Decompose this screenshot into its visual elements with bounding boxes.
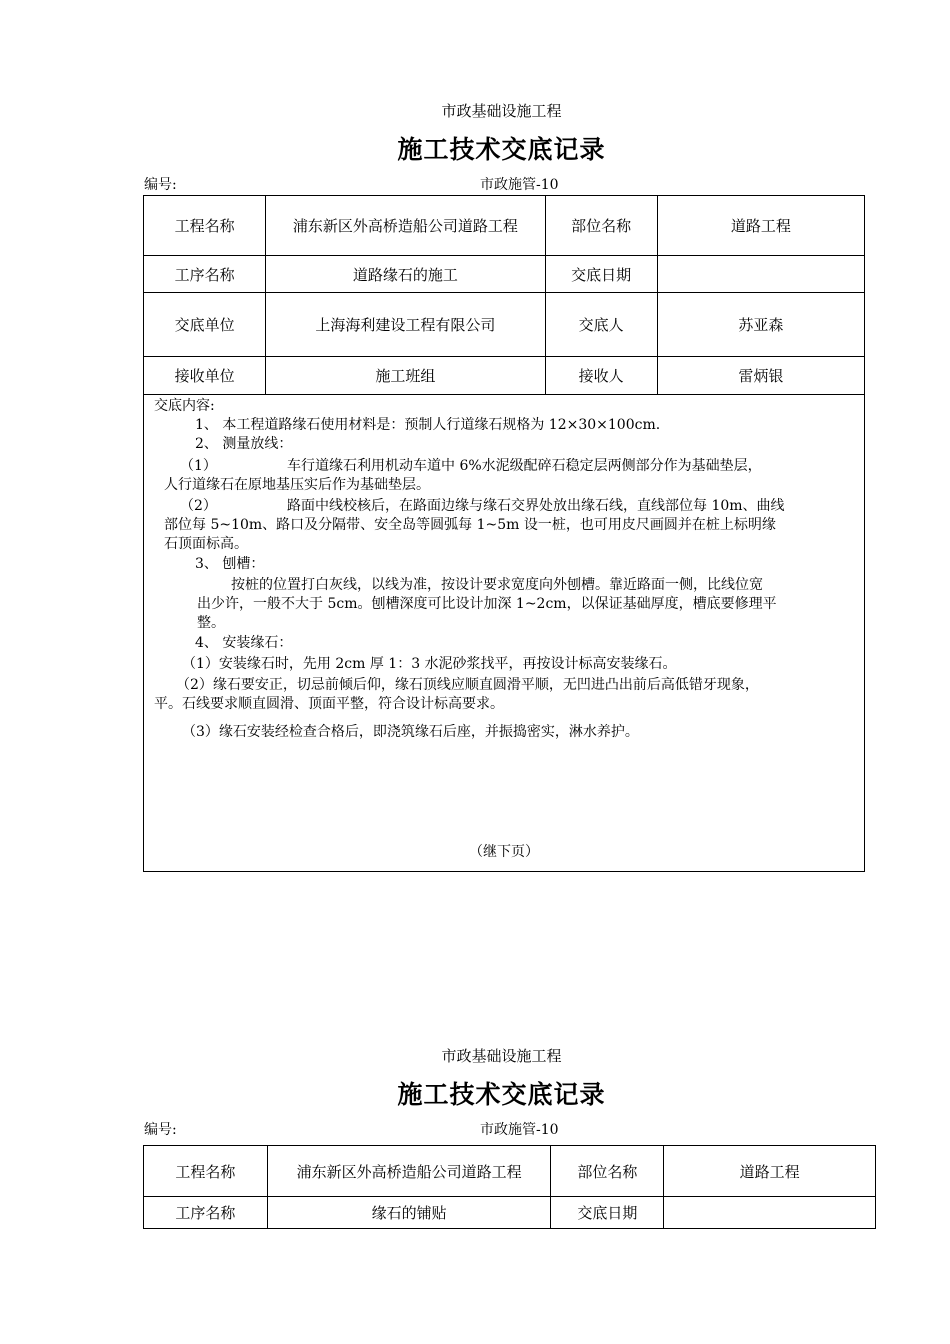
code-value: 市政施管-10 [480, 1122, 559, 1138]
table-row [144, 1197, 876, 1229]
section-name-label: 部位名称 [545, 196, 657, 256]
record-table [143, 195, 865, 872]
project-name-label: 工程名称 [144, 196, 266, 256]
content-line: （2） [180, 498, 217, 514]
receiving-unit-label: 接收单位 [144, 357, 266, 395]
section-name-value: 道路工程 [657, 196, 864, 256]
briefing-content [144, 395, 864, 871]
briefing-content-cell [144, 395, 865, 872]
document-title: 施工技术交底记录 [397, 1080, 606, 1109]
content-line: 出少许，一般不大于 5cm。刨槽深度可比设计加深 1~2cm，以保证基础厚度，槽底要修理平 [197, 596, 777, 612]
content-row [144, 395, 865, 872]
receiver-label: 接收人 [545, 357, 657, 395]
content-line: 石顶面标高。 [164, 536, 248, 552]
content-line: 人行道缘石在原地基压实后作为基础垫层。 [164, 477, 430, 493]
code-label: 编号: [144, 1122, 177, 1138]
content-line: 部位每 5~10m、路口及分隔带、安全岛等圆弧每 1~5m 设一桩，也可用皮尺画圆并在桩上标明缘 [164, 517, 776, 533]
content-line: 按桩的位置打白灰线，以线为准，按设计要求宽度向外刨槽。靠近路面一侧，比线位宽 [231, 577, 763, 593]
content-line: 1、 本工程道路缘石使用材料是：预制人行道缘石规格为 12×30×100cm. [195, 417, 661, 433]
document-category: 市政基础设施工程 [441, 1047, 562, 1065]
content-line: 4、 安装缘石： [195, 635, 293, 651]
code-value: 市政施管-10 [480, 177, 559, 193]
content-line: 车行道缘石利用机动车道中 6%水泥级配碎石稳定层两侧部分作为基础垫层， [287, 458, 762, 474]
document-title: 施工技术交底记录 [397, 135, 606, 164]
table-row [144, 196, 865, 256]
project-name-value: 浦东新区外高桥造船公司道路工程 [266, 196, 545, 256]
briefing-date-label: 交底日期 [545, 256, 657, 293]
section-name-value: 道路工程 [664, 1146, 876, 1197]
briefing-date-label: 交底日期 [551, 1197, 664, 1229]
receiver-value: 雷炳银 [657, 357, 864, 395]
record-table [143, 1145, 876, 1229]
continued-note: （继下页） [469, 844, 539, 860]
content-line: 整。 [197, 615, 225, 631]
document-category: 市政基础设施工程 [441, 102, 562, 120]
section-name-label: 部位名称 [551, 1146, 664, 1197]
code-label: 编号: [144, 177, 177, 193]
process-name-label: 工序名称 [144, 256, 266, 293]
briefing-unit-value: 上海海利建设工程有限公司 [266, 293, 545, 357]
content-line: （3）缘石安装经检查合格后，即浇筑缘石后座，并振捣密实，淋水养护。 [182, 724, 639, 740]
content-line: （1） [180, 458, 217, 474]
table-row [144, 293, 865, 357]
briefing-date-value [664, 1197, 876, 1229]
content-line: （2）缘石要安正，切忌前倾后仰，缘石顶线应顺直圆滑平顺，无凹进凸出前后高低错牙现象， [176, 677, 759, 693]
table-row [144, 1146, 876, 1197]
table-row [144, 357, 865, 395]
table-row [144, 256, 865, 293]
briefing-unit-label: 交底单位 [144, 293, 266, 357]
receiving-unit-value: 施工班组 [266, 357, 545, 395]
content-line: 3、 刨槽： [195, 556, 265, 572]
project-name-value: 浦东新区外高桥造船公司道路工程 [267, 1146, 551, 1197]
project-name-label: 工程名称 [144, 1146, 268, 1197]
content-line: （1）安装缘石时，先用 2cm 厚 1：3 水泥砂浆找平，再按设计标高安装缘石。 [182, 656, 677, 672]
briefing-date-value [657, 256, 864, 293]
process-name-value: 缘石的铺贴 [267, 1197, 551, 1229]
briefer-label: 交底人 [545, 293, 657, 357]
content-line: 路面中线校核后，在路面边缘与缘石交界处放出缘石线，直线部位每 10m、曲线 [287, 498, 785, 514]
process-name-label: 工序名称 [144, 1197, 268, 1229]
content-line: 2、 测量放线： [195, 436, 293, 452]
content-heading: 交底内容: [154, 398, 215, 414]
process-name-value: 道路缘石的施工 [266, 256, 545, 293]
content-line: 平。石线要求顺直圆滑、顶面平整，符合设计标高要求。 [154, 696, 504, 712]
briefer-value: 苏亚森 [657, 293, 864, 357]
